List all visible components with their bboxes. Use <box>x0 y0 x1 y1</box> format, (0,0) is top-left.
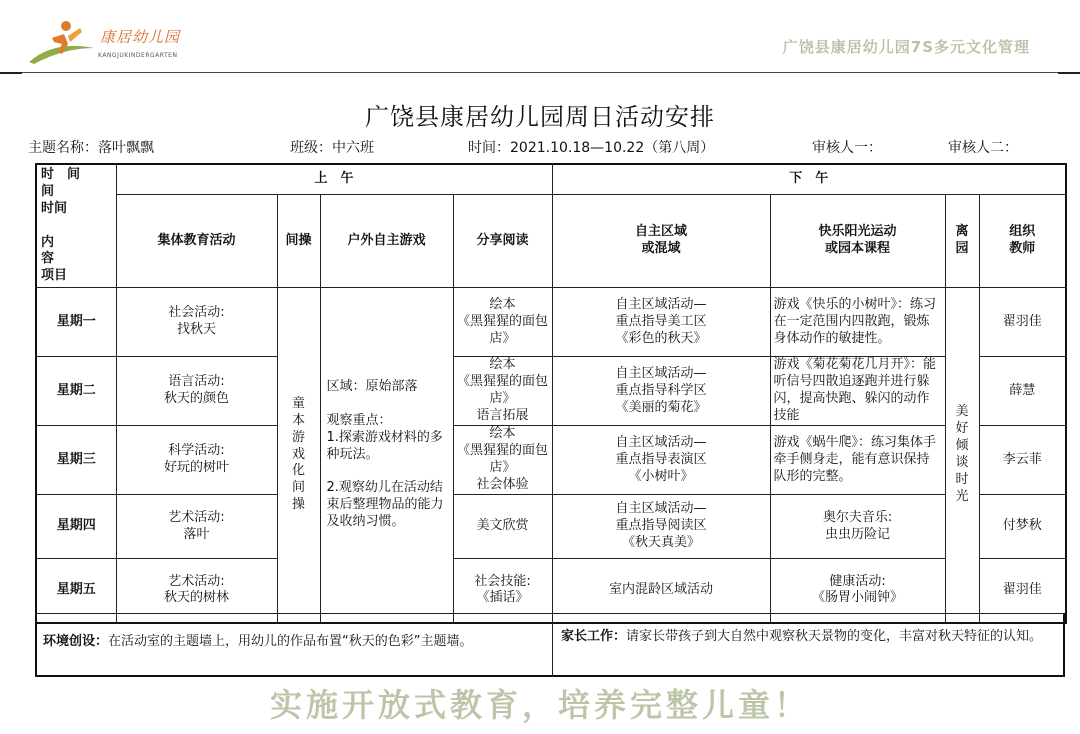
sport-activity: 奥尔夫音乐: 虫虫历险记 <box>770 495 945 559</box>
area-activity: 自主区域活动— 重点指导表演区 《小树叶》 <box>552 426 770 495</box>
reading-activity: 绘本 《黑猩猩的面包店》 <box>453 288 552 357</box>
environment-note <box>37 614 553 675</box>
header-collective-education: 集体教育活动 <box>116 195 277 288</box>
page-title: 广饶县康居幼儿园周日活动安排 <box>365 103 715 131</box>
day-label: 星期三 <box>36 426 116 495</box>
afternoon-header: 下 午 <box>552 164 1066 195</box>
morning-header: 上 午 <box>116 164 552 195</box>
teacher-name: 李云菲 <box>979 426 1066 495</box>
org-title: 广饶县康居幼儿园7S多元文化管理 <box>782 38 1030 56</box>
day-label: 星期五 <box>36 559 116 623</box>
area-activity: 室内混龄区域活动 <box>552 559 770 623</box>
theme-name: 主题名称：落叶飘飘 <box>28 140 154 156</box>
header-divider-tick-right <box>1058 72 1080 74</box>
corner-header <box>36 164 116 288</box>
reading-activity: 美文欣赏 <box>453 495 552 559</box>
sport-activity: 游戏《蜗牛爬》：练习集体手牵手侧身走，能有意识保持队形的完整。 <box>770 426 945 495</box>
table-row <box>36 357 1066 426</box>
leave-cell: 美 好 倾 谈 时 光 <box>945 288 979 623</box>
table-row <box>36 495 1066 559</box>
sport-activity: 游戏《快乐的小树叶》：练习在一定范围内四散跑，锻炼身体动作的敏捷性。 <box>770 288 945 357</box>
table-row <box>36 426 1066 495</box>
class-name: 班级：中六班 <box>290 140 374 156</box>
teacher-name: 付梦秋 <box>979 495 1066 559</box>
reading-activity: 社会技能: 《插话》 <box>453 559 552 623</box>
day-label: 星期一 <box>36 288 116 357</box>
collective-activity: 社会活动: 找秋天 <box>116 288 277 357</box>
day-label: 星期二 <box>36 357 116 426</box>
reviewer-two: 审核人二： <box>948 140 1018 156</box>
collective-activity: 艺术活动: 落叶 <box>116 495 277 559</box>
area-activity: 自主区域活动— 重点指导阅读区 《秋天真美》 <box>552 495 770 559</box>
logo-chinese-name: 康居幼儿园 <box>100 28 181 46</box>
header-sunshine-sport: 快乐阳光运动 或园本课程 <box>770 195 945 288</box>
sport-activity: 健康活动: 《肠胃小闹钟》 <box>770 559 945 623</box>
schedule-table <box>35 163 1067 624</box>
header-exercise: 间操 <box>277 195 320 288</box>
teacher-name: 翟羽佳 <box>979 559 1066 623</box>
exercise-cell: 童 本 游 戏 化 间 操 <box>277 288 320 623</box>
environment-label: 环境创设： <box>43 634 109 649</box>
area-activity: 自主区域活动— 重点指导美工区 《彩色的秋天》 <box>552 288 770 357</box>
outdoor-game-cell: 区域：原始部落 观察重点： 1.探索游戏材料的多种玩法。 2.观察幼儿在活动结束后整理物品的能力及收纳习惯。 <box>320 288 453 623</box>
parent-work-text: 请家长带孩子到大自然中观察秋天景物的变化，丰富对秋天特征的认知。 <box>626 629 1043 644</box>
header-shared-reading: 分享阅读 <box>453 195 552 288</box>
time-range: 时间：2021.10.18—10.22（第八周） <box>468 140 715 156</box>
corner-header-text: 时 间 间 时间 内 容 项目 <box>41 167 81 284</box>
area-activity: 自主区域活动— 重点指导科学区 《美丽的菊花》 <box>552 357 770 426</box>
header-outdoor-game: 户外自主游戏 <box>320 195 453 288</box>
header-area-activity: 自主区域 或混域 <box>552 195 770 288</box>
teacher-name: 翟羽佳 <box>979 288 1066 357</box>
header-leave: 离 园 <box>945 195 979 288</box>
logo-figure-icon <box>24 18 104 68</box>
header-divider-tick-left <box>0 72 22 74</box>
teacher-name: 薛慧 <box>979 357 1066 426</box>
reading-activity: 绘本 《黑猩猩的面包店》 语言拓展 <box>453 357 552 426</box>
reading-activity: 绘本 《黑猩猩的面包店》 社会体验 <box>453 426 552 495</box>
header-teacher: 组织 教师 <box>979 195 1066 288</box>
footer-notes <box>35 613 1065 677</box>
collective-activity: 语言活动: 秋天的颜色 <box>116 357 277 426</box>
collective-activity: 科学活动: 好玩的树叶 <box>116 426 277 495</box>
slogan: 实施开放式教育，培养完整儿童！ <box>269 686 810 724</box>
collective-activity: 艺术活动: 秋天的树林 <box>116 559 277 623</box>
logo-english-name: KANGJUKINDERGARTEN <box>98 52 178 59</box>
table-row <box>36 288 1066 357</box>
header-divider <box>0 72 1080 73</box>
reviewer-one: 审核人一： <box>812 140 882 156</box>
parent-work-note <box>553 614 1063 675</box>
day-label: 星期四 <box>36 495 116 559</box>
environment-text: 在活动室的主题墙上，用幼儿的作品布置“秋天的色彩”主题墙。 <box>108 634 473 649</box>
sport-activity: 游戏《菊花菊花几月开》：能听信号四散追逐跑并进行躲闪，提高快跑、躲闪的动作技能 <box>770 357 945 426</box>
parent-work-label: 家长工作： <box>561 629 627 644</box>
